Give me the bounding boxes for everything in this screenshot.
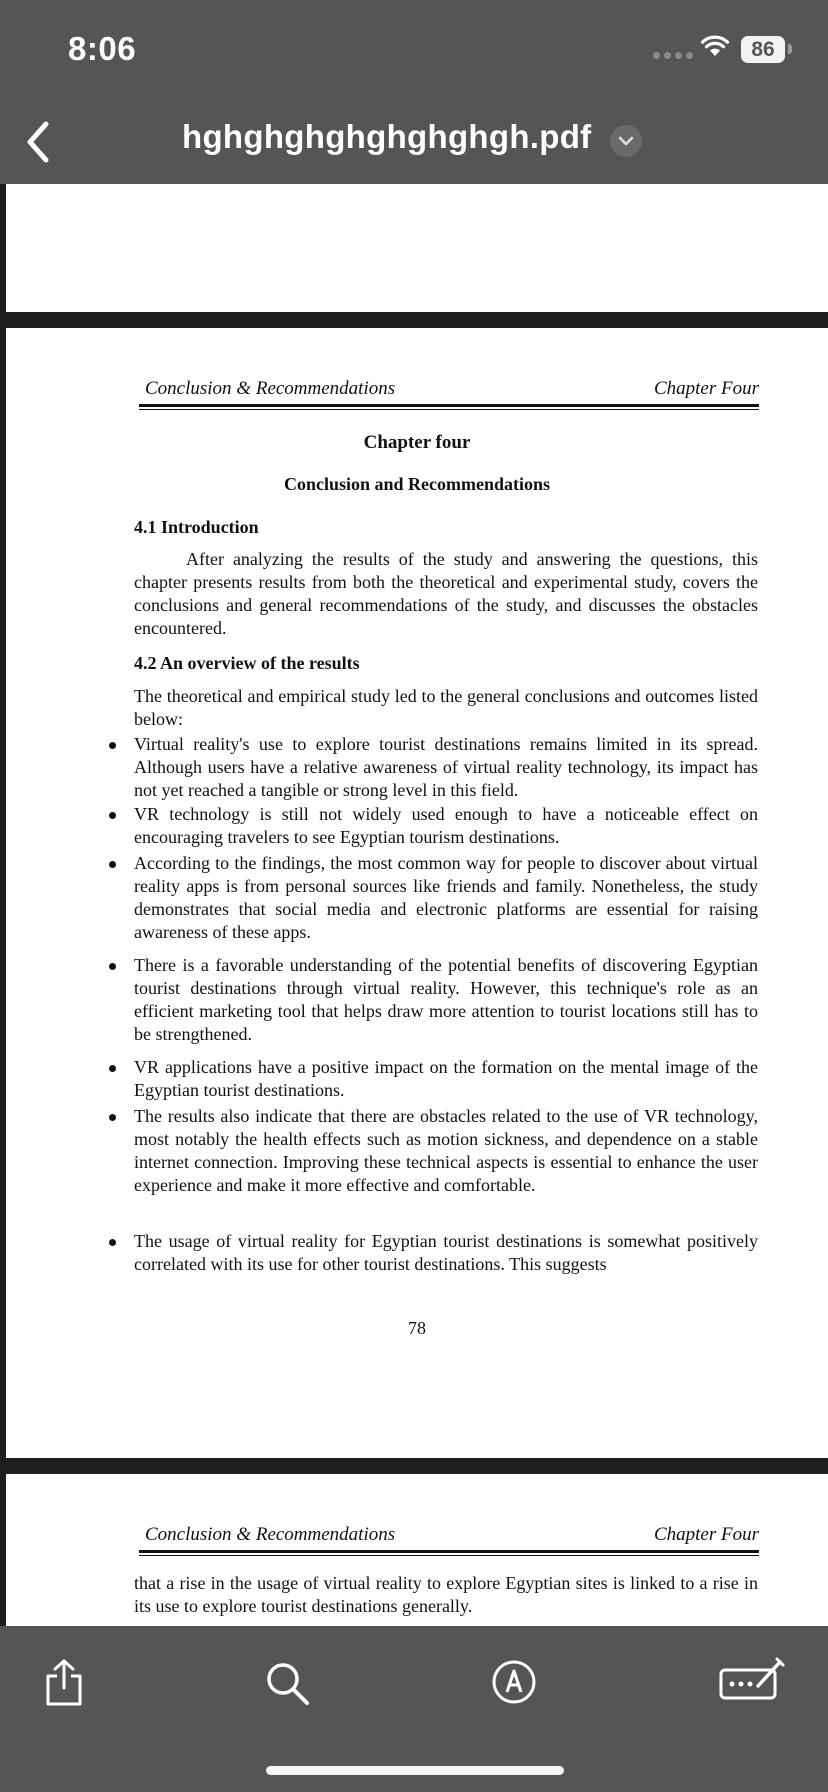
markup-icon[interactable]: [490, 1658, 538, 1706]
bullet-dot: [109, 1065, 116, 1072]
battery-tip: [788, 44, 792, 54]
bullet-dot: [109, 742, 116, 749]
pdf-page-next: [6, 1474, 828, 1626]
pdf-page-previous: [6, 184, 828, 312]
list-item: The usage of virtual reality for Egyptian tourist destinations is somewhat positively correlated with its use for other tourist destinations. This suggests: [134, 1231, 758, 1274]
intro-paragraph: After analyzing the results of the study and answering the questions, this chapter presents results from both the theoretical and experimental study, covers the conclusions and general recommendations of the study, and discusses the obstacles encountered.: [134, 549, 758, 638]
home-indicator: [266, 1766, 564, 1775]
bullet-dot: [109, 861, 116, 868]
top-bar: [0, 0, 828, 184]
header-right: Chapter Four: [653, 1524, 759, 1545]
overview-paragraph: The theoretical and empirical study led to the general conclusions and outcomes listed below:: [134, 686, 758, 729]
header-right: Chapter Four: [653, 378, 759, 399]
cellular-signal-icon: [653, 52, 693, 59]
pdf-viewer[interactable]: [0, 184, 828, 1626]
wifi-icon: [700, 34, 730, 58]
status-time: 8:06: [68, 30, 137, 67]
list-item: VR applications have a positive impact on the formation on the mental image of the Egyptian tourist destinations.: [134, 1057, 758, 1100]
header-rule: [139, 1550, 759, 1553]
header-rule-thin: [139, 409, 759, 410]
battery-indicator: 86: [741, 36, 785, 63]
section-heading-overview: 4.2 An overview of the results: [134, 653, 360, 673]
header-rule: [139, 404, 759, 407]
bullet-dot: [109, 1114, 116, 1121]
list-item: VR technology is still not widely used enough to have a noticeable effect on encouraging travelers to see Egyptian tourism destinations.: [134, 804, 758, 847]
title-menu-chevron-icon[interactable]: [610, 125, 642, 157]
document-title[interactable]: hghghghghghghghgh.pdf: [182, 118, 592, 155]
list-item: There is a favorable understanding of the potential benefits of discovering Egyptian tourist destinations through virtual reality. However, this technique's role as an efficient marketing tool that helps draw more attention to tourist locations still has to be strengthened.: [134, 955, 758, 1044]
bullet-dot: [109, 812, 116, 819]
pdf-page-78: [6, 328, 828, 1458]
header-rule-thin: [139, 1555, 759, 1556]
chapter-number: Chapter four: [363, 432, 471, 453]
share-icon[interactable]: [42, 1658, 86, 1708]
section-heading-intro: 4.1 Introduction: [134, 517, 259, 537]
header-left: Conclusion & Recommendations: [145, 378, 396, 399]
continued-paragraph: that a rise in the usage of virtual reality to explore Egyptian sites is linked to a rise in its use to explore tourist destinations generally.: [134, 1573, 758, 1616]
search-icon[interactable]: [264, 1660, 312, 1708]
page-number: 78: [408, 1318, 426, 1338]
chapter-title: Conclusion and Recommendations: [283, 474, 551, 494]
list-item: According to the findings, the most common way for people to discover about virtual reality apps is from personal sources like friends and family. Nonetheless, the study demonstrates that social media and electronic platforms are essential for raising awareness of these apps.: [134, 853, 758, 942]
bullet-dot: [109, 1239, 116, 1246]
list-item: Virtual reality's use to explore tourist destinations remains limited in its spread. Although users have a relative awareness of virtual reality technology, its impact has not yet reached a tangible or strong level in this field.: [134, 734, 758, 800]
list-item: The results also indicate that there are obstacles related to the use of VR technology, most notably the health effects such as motion sickness, and dependence on a stable internet connection. Improving these technical aspects is essential to enhance the user experience and make it more effective and comfortable.: [134, 1106, 758, 1195]
edit-icon[interactable]: [718, 1656, 786, 1702]
header-left: Conclusion & Recommendations: [145, 1524, 396, 1545]
bullet-dot: [109, 963, 116, 970]
back-chevron-icon[interactable]: [22, 118, 54, 166]
